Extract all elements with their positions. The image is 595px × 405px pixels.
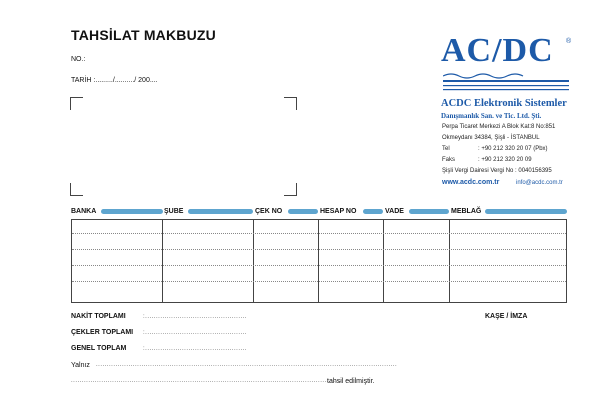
row-line	[72, 265, 566, 266]
header-meblag: MEBLAĞ	[451, 208, 482, 215]
cash-total-field[interactable]: :...............................................	[143, 314, 248, 320]
header-hesap-no: HESAP NO	[320, 208, 357, 215]
amount-in-words-label: Yalnız	[71, 362, 90, 369]
company-email[interactable]: info@acdc.com.tr	[516, 180, 563, 186]
header-bar-meblag	[485, 209, 567, 214]
company-website[interactable]: www.acdc.com.tr	[442, 179, 500, 186]
grand-total-label: GENEL TOPLAM	[71, 345, 127, 352]
cheques-total-field[interactable]: :...............................................	[143, 330, 248, 336]
amount-in-words-field[interactable]: ...........................................................................................................................................	[96, 362, 398, 368]
corner-mark-bottom-right	[284, 183, 297, 196]
company-name: ACDC Elektronik Sistemler	[441, 98, 567, 109]
cash-total-label: NAKİT TOPLAMI	[71, 313, 126, 320]
row-line	[72, 233, 566, 234]
row-line	[72, 281, 566, 282]
header-banka: BANKA	[71, 208, 97, 215]
company-logo	[441, 34, 571, 68]
registered-mark: ®	[566, 38, 572, 45]
logo-text: AC/DC	[441, 32, 554, 69]
stamp-signature-label: KAŞE / İMZA	[485, 313, 528, 320]
cheques-total-label: ÇEKLER TOPLAMI	[71, 329, 134, 336]
tel-label: Tel	[442, 146, 450, 152]
cheque-table	[71, 219, 567, 303]
company-address-2: Okmeydanı 34384, Şişli - İSTANBUL	[442, 135, 540, 141]
header-bar-vade	[409, 209, 449, 214]
header-sube: ŞUBE	[164, 208, 184, 215]
receipt-title: TAHSİLAT MAKBUZU	[71, 27, 216, 43]
header-bar-hesap-no	[363, 209, 383, 214]
corner-mark-bottom-left	[70, 183, 83, 196]
grand-total-field[interactable]: :...............................................	[143, 346, 248, 352]
logo-wave-lines	[443, 72, 569, 94]
company-subtitle: Danışmanlık San. ve Tic. Ltd. Şti.	[441, 112, 542, 120]
header-bar-cek-no	[288, 209, 318, 214]
header-vade: VADE	[385, 208, 404, 215]
fax-label: Faks	[442, 157, 456, 163]
receipt-number-label: NO.:	[71, 56, 86, 63]
header-bar-sube	[188, 209, 253, 214]
receipt-date-label: TARİH :........./........../ 200....	[71, 77, 158, 84]
header-bar-banka	[101, 209, 163, 214]
tel-value: : +90 212 320 20 07 (Pbx)	[478, 146, 548, 152]
tax-info: Şişli Vergi Dairesi Vergi No : 0040156395	[442, 168, 552, 174]
corner-mark-top-right	[284, 97, 297, 110]
header-cek-no: ÇEK NO	[255, 208, 283, 215]
row-line	[72, 249, 566, 250]
collected-text: tahsil edilmiştir.	[327, 378, 375, 385]
corner-mark-top-left	[70, 97, 83, 110]
company-address-1: Perpa Ticaret Merkezi A Blok Kat:8 No:851	[442, 124, 556, 130]
fax-value: : +90 212 320 20 09	[478, 157, 532, 163]
amount-in-words-field-2[interactable]: .............................................................................................................................	[71, 378, 342, 384]
